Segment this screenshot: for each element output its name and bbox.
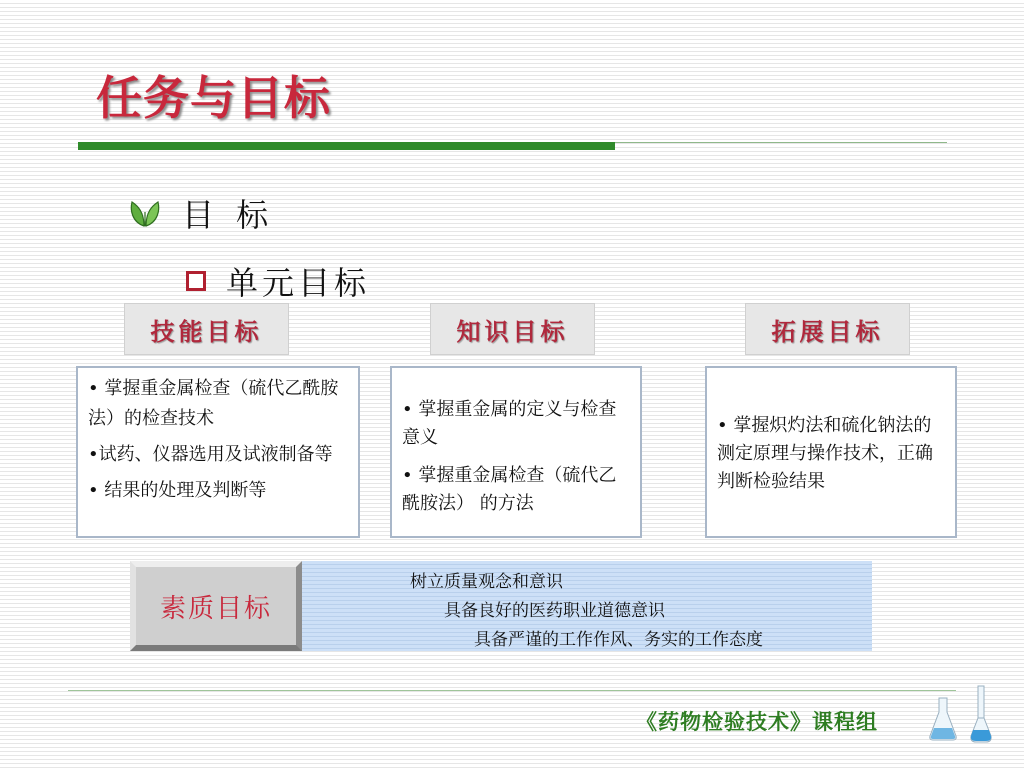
quality-item: 具备良好的医药职业道德意识: [444, 601, 665, 621]
extension-goal-tag: 拓展目标: [745, 303, 910, 355]
footer-rule: [68, 690, 956, 691]
unit-heading-row: [186, 258, 370, 304]
goal-heading: 目 标: [182, 196, 275, 234]
beaker-icon: [968, 684, 994, 744]
skill-item: •试药、仪器选用及试液制备等: [88, 444, 333, 465]
skill-goal-card: [76, 366, 360, 538]
skill-item: • 掌握重金属检查（硫代乙酰胺法）的检查技术: [88, 378, 339, 429]
knowledge-goal-tag: 知识目标: [430, 303, 595, 355]
page-title: 任务与目标: [96, 71, 331, 125]
skill-item: • 结果的处理及判断等: [88, 480, 267, 501]
flask-icon: [928, 696, 958, 742]
quality-item: 树立质量观念和意识: [410, 572, 563, 592]
square-bullet-icon: [186, 271, 206, 291]
course-group-footer: 《药物检验技术》课程组: [636, 709, 878, 734]
quality-goal-label: 素质目标: [130, 561, 302, 651]
knowledge-goal-card: [390, 366, 642, 538]
skill-goal-tag: 技能目标: [124, 303, 289, 355]
title-rule-thin: [615, 142, 947, 143]
knowledge-item: • 掌握重金属的定义与检查意义: [402, 399, 617, 448]
leaf-icon: [128, 198, 162, 228]
unit-heading: 单元目标: [226, 264, 371, 302]
quality-item: 具备严谨的工作作风、务实的工作态度: [474, 630, 763, 650]
quality-goal-panel: [302, 561, 872, 651]
extension-goal-card: [705, 366, 957, 538]
extension-item: • 掌握炽灼法和硫化钠法的测定原理与操作技术，正确判断检验结果: [717, 415, 933, 492]
knowledge-item: • 掌握重金属检查（硫代乙酰胺法） 的方法: [402, 465, 617, 514]
goal-heading-row: [128, 190, 274, 236]
title-rule-thick: [78, 142, 615, 150]
